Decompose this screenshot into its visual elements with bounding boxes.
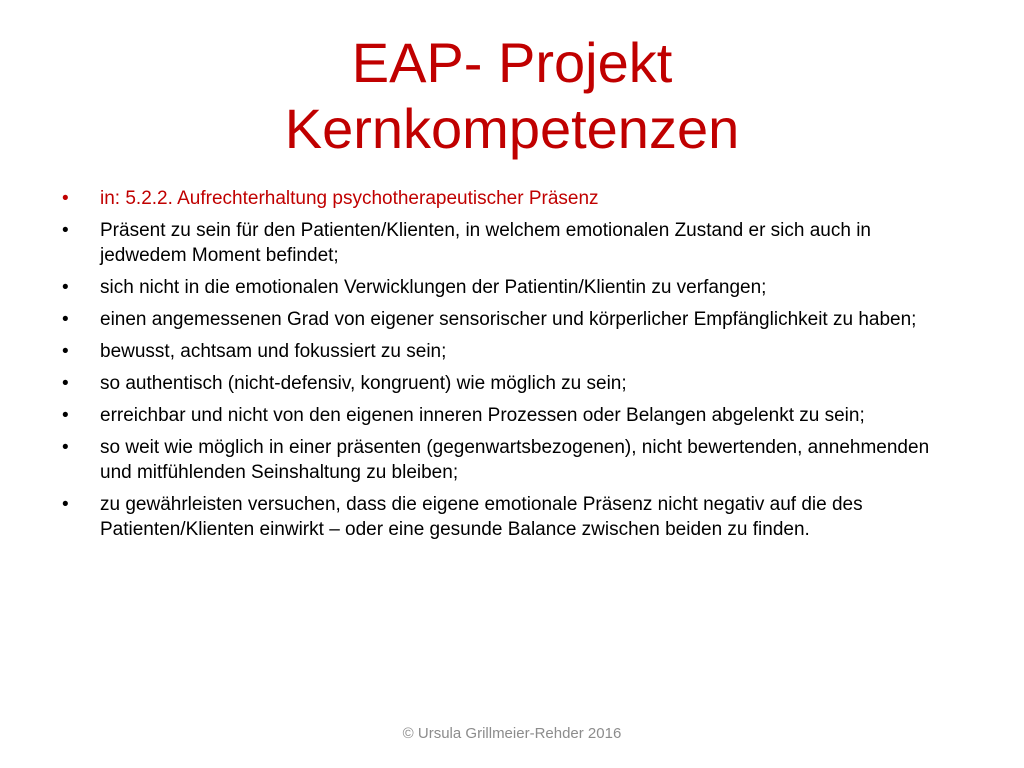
- bullet-item: [62, 339, 962, 364]
- bullet-icon: •: [62, 309, 69, 330]
- bullet-text: in: 5.2.2. Aufrechterhaltung psychotherapeutischer Präsenz: [100, 188, 599, 209]
- bullet-item: [62, 371, 962, 396]
- bullet-icon: •: [62, 405, 69, 426]
- bullet-text: sich nicht in die emotionalen Verwicklungen der Patientin/Klientin zu verfangen;: [100, 277, 767, 298]
- bullet-text: einen angemessenen Grad von eigener sensorischer und körperlicher Empfänglichkeit zu haben;: [100, 309, 917, 330]
- bullet-item: [62, 435, 962, 485]
- bullet-icon: •: [62, 341, 69, 362]
- bullet-text: Präsent zu sein für den Patienten/Klienten, in welchem emotionalen Zustand er sich auch in jedwedem Moment befindet;: [100, 220, 872, 266]
- bullet-item: [62, 218, 962, 268]
- bullet-text: so authentisch (nicht-defensiv, kongruent) wie möglich zu sein;: [100, 373, 627, 394]
- bullet-item: [62, 186, 962, 211]
- bullet-item: [62, 403, 962, 428]
- bullet-text: erreichbar und nicht von den eigenen inneren Prozessen oder Belangen abgelenkt zu sein;: [100, 405, 865, 426]
- footer-copyright: © Ursula Grillmeier-Rehder 2016: [402, 725, 622, 742]
- bullet-icon: •: [62, 188, 69, 209]
- bullet-item: [62, 307, 962, 332]
- bullet-list: [62, 186, 962, 549]
- slide-title: [0, 30, 1024, 162]
- bullet-icon: •: [62, 494, 69, 515]
- bullet-icon: •: [62, 437, 69, 458]
- bullet-text: so weit wie möglich in einer präsenten (gegenwartsbezogenen), nicht bewertenden, annehmenden und mitfühlenden Seinshaltung zu bleiben;: [100, 437, 930, 483]
- bullet-icon: •: [62, 277, 69, 298]
- title-line-2: Kernkompetenzen: [284, 97, 740, 160]
- bullet-item: [62, 492, 962, 542]
- bullet-item: [62, 275, 962, 300]
- bullet-text: zu gewährleisten versuchen, dass die eigene emotionale Präsenz nicht negativ auf die des Patienten/Klienten einwirkt – oder eine gesunde Balance zwischen beiden zu finden.: [100, 494, 863, 540]
- bullet-text: bewusst, achtsam und fokussiert zu sein;: [100, 341, 447, 362]
- title-line-1: EAP- Projekt: [351, 31, 673, 94]
- bullet-icon: •: [62, 220, 69, 241]
- bullet-icon: •: [62, 373, 69, 394]
